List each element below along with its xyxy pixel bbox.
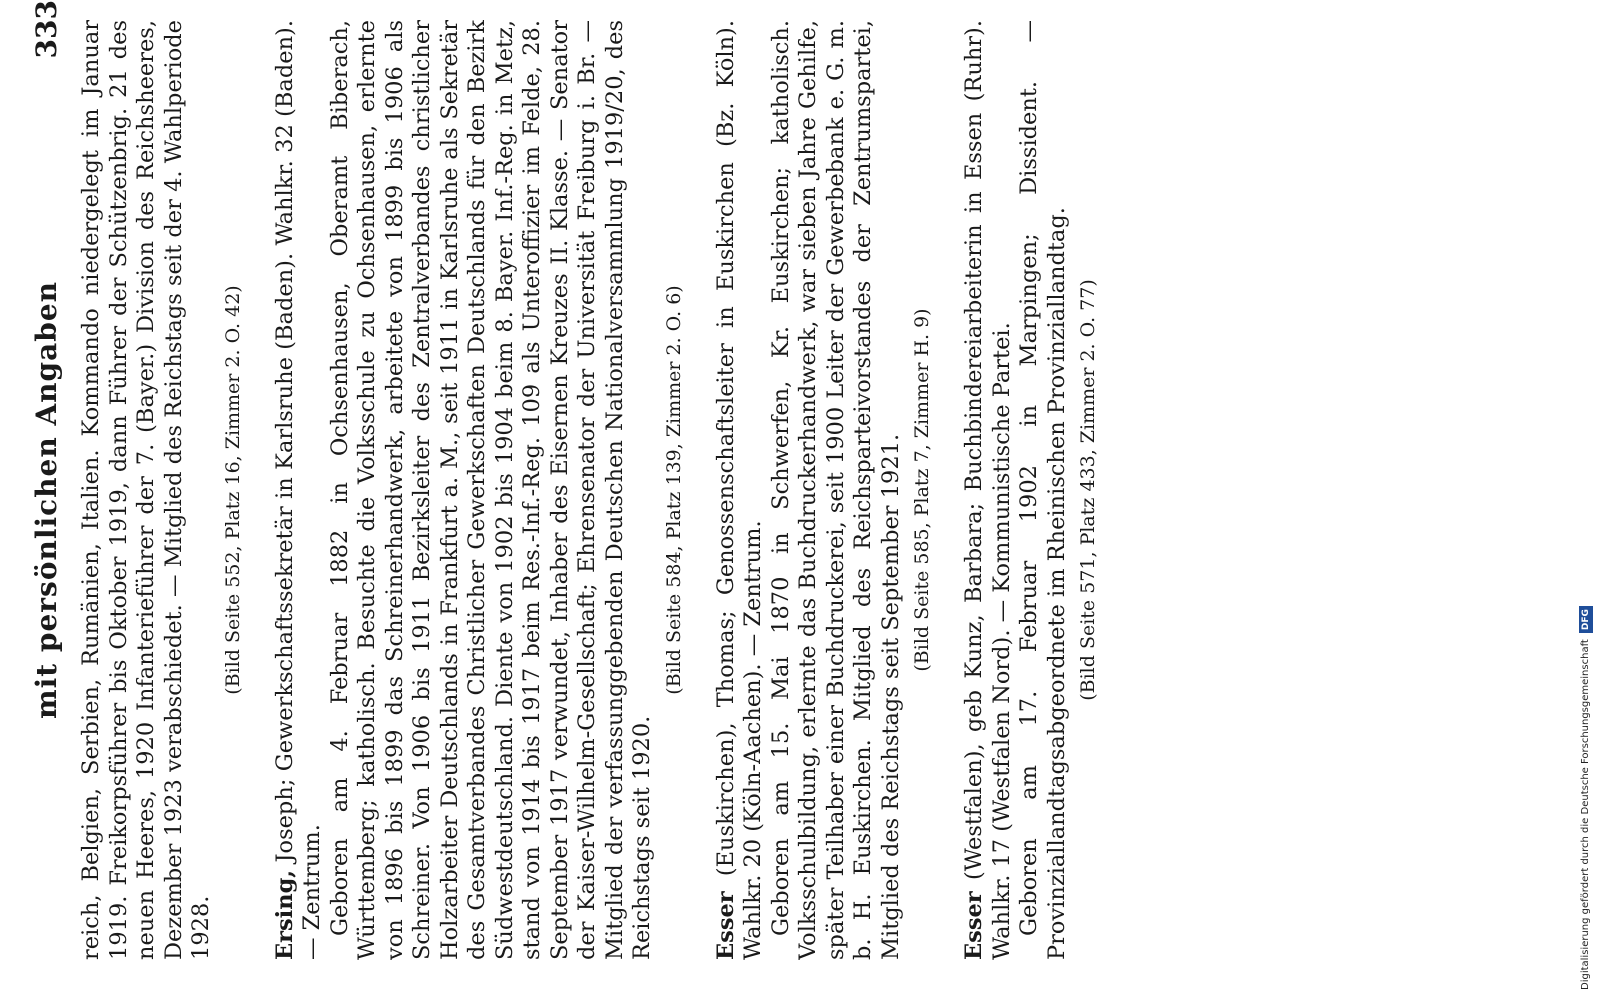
dfg-logo: DFG bbox=[1579, 606, 1593, 633]
entry-name: Ersing, bbox=[271, 869, 298, 960]
entry-intro: (Euskirchen), Thomas; Genossenschaftsleiter in Euskirchen (Bz. Köln). Wahlkr. 20 (Köln-Aachen). — Zentrum. bbox=[712, 20, 766, 960]
biography-entry bbox=[713, 20, 936, 960]
biography-entry bbox=[272, 20, 687, 960]
page-number: 333 bbox=[30, 0, 63, 59]
entry-heading bbox=[961, 20, 1016, 960]
entry-intro: (Westfalen), geb Kunz, Barbara; Buchbindereiarbeiterin in Essen (Ruhr). Wahlkr. 17 (Westfalen Nord). — Kommunistische Partei. bbox=[961, 20, 1015, 960]
entry-intro: Joseph; Gewerkschaftssekretär in Karlsruhe (Baden). Wahlkr. 32 (Baden). — Zentrum. bbox=[271, 20, 325, 960]
digitization-credit-text: Digitalisierung gefördert durch die Deutsche Forschungsgemeinschaft bbox=[1580, 639, 1591, 990]
photo-reference: (Bild Seite 585, Platz 7, Zimmer H. 9) bbox=[911, 308, 933, 672]
page-header bbox=[0, 0, 70, 1000]
continuation-paragraph: reich, Belgien, Serbien, Rumänien, Italien. Kommando niedergelegt im Januar 1919. Freikorpsführer bis Oktober 1919, dann Führer der Schützenbrig. 21 des neuen Heeres, 1920 Infanterieführer der 7. (Bayer.) Division des Reichsheeres, Dezember 1923 verabschiedet. — Mitglied des Reichstags seit der 4. Wahlperiode 1928. bbox=[78, 20, 214, 960]
entry-heading bbox=[713, 20, 768, 960]
photo-reference: (Bild Seite 552, Platz 16, Zimmer 2. O. 42) bbox=[221, 285, 244, 695]
entry-body: Geboren am 15. Mai 1870 in Schwerfen, Kr. Euskirchen; katholisch. Volksschulbildung, erlernte das Buchdruckerhandwerk, war sieben Jahre Gehilfe, später Teilhaber einer Buchdruckerei, seit 1900 Leiter der Gewerbebank e. G. m. b. H. Euskirchen. Mitglied des Reichsparteivorstandes der Zentrumspartei, Mitglied des Reichstags seit September 1921. bbox=[767, 20, 904, 960]
page-content bbox=[78, 20, 1558, 960]
entry-name: Esser bbox=[961, 891, 987, 960]
photo-reference: (Bild Seite 571, Platz 433, Zimmer 2. O. 77) bbox=[1077, 279, 1099, 701]
biography-entry bbox=[961, 20, 1101, 960]
entry-body: Geboren am 4. Februar 1882 in Ochsenhausen, Oberamt Biberach, Württemberg; katholisch. Besuchte die Volksschule zu Ochsenhausen, erlernte von 1896 bis 1899 das Schreinerhandwerk, arbeitete von 1899 bis 1906 als Schreiner. Von 1906 bis 1911 Bezirksleiter des Zentralverbandes christlicher Holzarbeiter Deutschlands in Frankfurt a. M., seit 1911 in Karlsruhe als Sekretär des Gesamtverbandes Christlicher Gewerkschaften Deutschlands für den Bezirk Südwestdeutschland. Diente von 1902 bis 1904 beim 8. Bayer. Inf.-Reg. in Metz, stand von 1914 bis 1917 beim Res.-Inf.-Reg. 109 als Unteroffizier im Felde, 28. September 1917 verwundet, Inhaber des Eisernen Kreuzes II. Klasse. — Senator der Kaiser-Wilhelm-Gesellschaft; Ehrensenator der Universität Freiburg i. Br. — Mitglied der verfassunggebenden Deutschen Nationalversammlung 1919/20, des Reichstags seit 1920. bbox=[326, 20, 655, 960]
page-title: mit persönlichen Angaben bbox=[30, 280, 63, 720]
entry-heading bbox=[272, 20, 327, 960]
digitization-credit bbox=[1578, 0, 1594, 990]
entry-body: Geboren am 17. Februar 1902 in Marpingen; Dissident. — Provinziallandtagsabgeordnete im Rheinischen Provinziallandtag. bbox=[1016, 20, 1070, 960]
photo-reference: (Bild Seite 584, Platz 139, Zimmer 2. O. 6) bbox=[662, 285, 685, 695]
entry-name: Esser bbox=[712, 891, 739, 960]
